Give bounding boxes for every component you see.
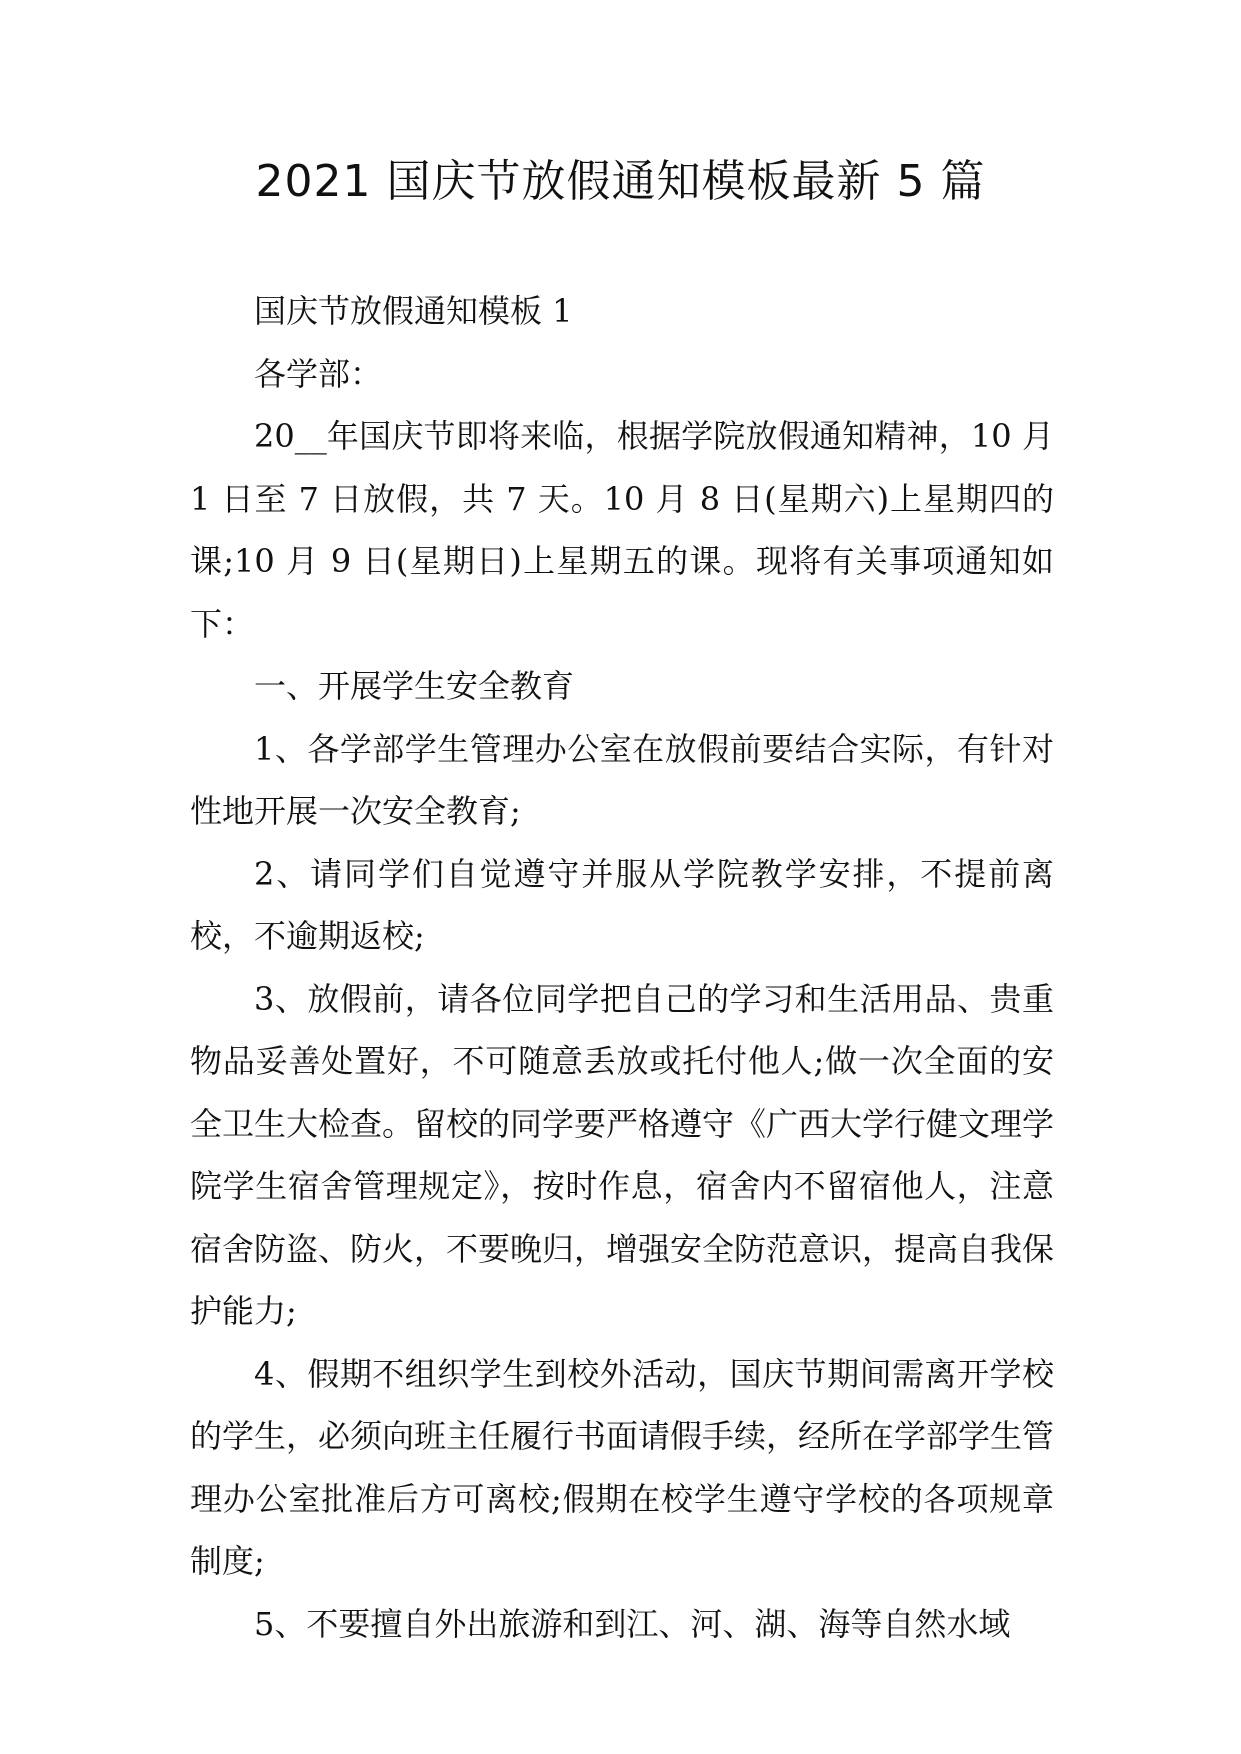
list-item: 3、放假前，请各位同学把自己的学习和生活用品、贵重物品妥善处置好，不可随意丢放或托付他人;做一次全面的安全卫生大检查。留校的同学要严格遵守《广西大学行健文理学院学生宿舍管理规定》，按时作息，宿舍内不留宿他人，注意宿舍防盗、防火，不要晚归，增强安全防范意识，提高自我保护能力; [190, 979, 1055, 1330]
subsection-heading: 一、开展学生安全教育 [254, 667, 575, 705]
document-body [190, 280, 1054, 1655]
list-item: 4、假期不组织学生到校外活动，国庆节期间需离开学校的学生，必须向班主任履行书面请假手续，经所在学部学生管理办公室批准后方可离校;假期在校学生遵守学校的各项规章制度; [190, 1354, 1055, 1580]
list-item: 1、各学部学生管理办公室在放假前要结合实际，有针对性地开展一次安全教育; [190, 729, 1054, 830]
paragraph: 20__年国庆节即将来临，根据学院放假通知精神，10 月 1 日至 7 日放假，共 7 天。10 月 8 日(星期六)上星期四的课;10 月 9 日(星期日)上星期五的课。现将有关事项通知如下： [190, 417, 1054, 643]
document-title: 2021 国庆节放假通知模板最新 5 篇 [255, 156, 986, 207]
list-item: 5、不要擅自外出旅游和到江、河、湖、海等自然水域 [254, 1604, 1011, 1643]
list-item: 2、请同学们自觉遵守并服从学院教学安排，不提前离校，不逾期返校; [190, 854, 1054, 955]
salutation: 各学部： [254, 354, 383, 393]
section-heading: 国庆节放假通知模板 1 [254, 292, 573, 330]
